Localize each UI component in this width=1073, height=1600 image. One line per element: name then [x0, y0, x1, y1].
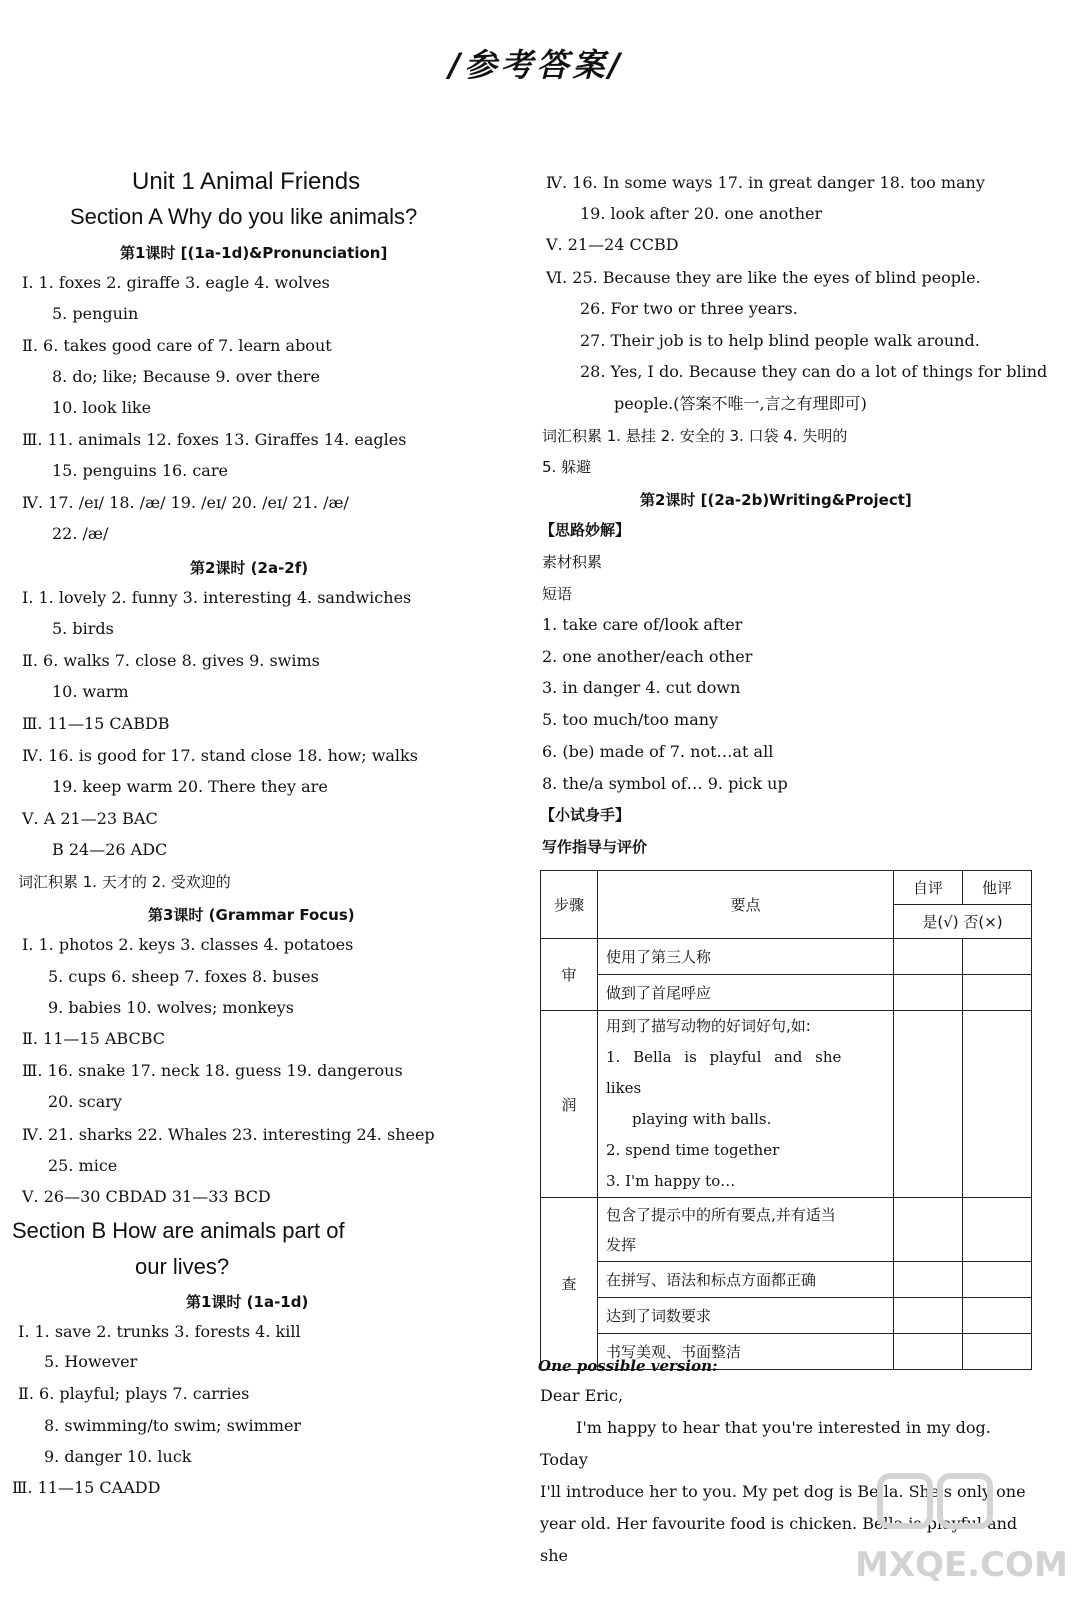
answer-line: Ⅳ. 17. /eɪ/ 18. /æ/ 19. /eɪ/ 20. /eɪ/ 21. /æ/ — [22, 493, 349, 512]
self-cell — [894, 1334, 963, 1370]
answer-line: 5. birds — [52, 619, 114, 638]
section-heading: 【思路妙解】 — [540, 521, 631, 539]
answer-line: Ⅲ. 11. animals 12. foxes 13. Giraffes 14. eagles — [22, 430, 407, 449]
subheading: 写作指导与评价 — [542, 838, 648, 856]
vocab-note: 词汇积累 1. 悬挂 2. 安全的 3. 口袋 4. 失明的 — [542, 427, 848, 445]
answer-line: 5. penguin — [52, 304, 139, 323]
self-cell — [894, 975, 963, 1011]
self-cell — [894, 939, 963, 975]
answer-line: 20. scary — [48, 1092, 122, 1111]
example-line: 3. I'm happy to… — [606, 1172, 736, 1190]
answer-line: Ⅱ. 11—15 ABCBC — [22, 1029, 165, 1048]
answer-line: Ⅳ. 16. In some ways 17. in great danger 18. too many — [546, 173, 985, 192]
answer-line: Ⅳ. 21. sharks 22. Whales 23. interesting 24. sheep — [22, 1125, 435, 1144]
answer-line: 5. cups 6. sheep 7. foxes 8. buses — [48, 967, 319, 986]
essay-line: I'll introduce her to you. My pet dog is Bella. She's only one — [540, 1482, 1026, 1501]
answer-line: 8. swimming/to swim; swimmer — [44, 1416, 302, 1435]
step-polish: 润 — [541, 1011, 598, 1198]
self-cell — [894, 1298, 963, 1334]
answer-line: B 24—26 ADC — [52, 840, 168, 859]
self-cell — [894, 1011, 963, 1198]
answer-line: Ⅱ. 6. playful; plays 7. carries — [18, 1384, 250, 1403]
header-yes-no: 是(√) 否(×) — [894, 905, 1032, 939]
answer-line: Ⅱ. 6. takes good care of 7. learn about — [22, 336, 332, 355]
answer-line: 9. danger 10. luck — [44, 1447, 192, 1466]
lesson-3-title: 第3课时 (Grammar Focus) — [148, 906, 355, 924]
answer-line: Ⅰ. 1. save 2. trunks 3. forests 4. kill — [18, 1322, 301, 1341]
example-line: playing with balls. — [632, 1110, 772, 1128]
phrase-line: 2. one another/each other — [542, 647, 753, 666]
answer-line: 19. look after 20. one another — [580, 204, 823, 223]
answer-line: 10. look like — [52, 398, 152, 417]
answer-line: Ⅰ. 1. foxes 2. giraffe 3. eagle 4. wolves — [22, 273, 330, 292]
answer-line: 26. For two or three years. — [580, 299, 798, 318]
section-b-title-cont: our lives? — [135, 1254, 230, 1279]
answer-line: Ⅴ. 21—24 CCBD — [546, 235, 679, 254]
answer-line: Ⅲ. 11—15 CAADD — [12, 1478, 161, 1497]
rubric-point: 做到了首尾呼应 — [598, 975, 894, 1011]
rubric-point: 在拼写、语法和标点方面都正确 — [598, 1262, 894, 1298]
vocab-note-cont: 5. 躲避 — [542, 458, 592, 476]
answer-line: people.(答案不唯一,言之有理即可) — [614, 394, 867, 413]
self-cell — [894, 1262, 963, 1298]
answer-line: 8. do; like; Because 9. over there — [52, 367, 320, 386]
svg-text:MXQE.COM: MXQE.COM — [855, 1545, 1068, 1585]
lesson-1-title: 第1课时 [(1a-1d)&Pronunciation] — [120, 244, 388, 262]
answer-line: 22. /æ/ — [52, 524, 109, 543]
answer-line: Ⅰ. 1. photos 2. keys 3. classes 4. potatoes — [22, 935, 354, 954]
step-review: 审 — [541, 939, 598, 1011]
answer-line: Ⅵ. 25. Because they are like the eyes of blind people. — [546, 268, 981, 287]
header-peer: 他评 — [963, 871, 1032, 905]
section-b-title: Section B How are animals part of — [12, 1218, 345, 1243]
section-a-title: Section A Why do you like animals? — [70, 204, 418, 229]
rubric-point-cell — [598, 1198, 894, 1262]
phrase-line: 5. too much/too many — [542, 710, 719, 729]
answer-line: 27. Their job is to help blind people walk around. — [580, 331, 980, 350]
peer-cell — [963, 975, 1032, 1011]
subheading: 短语 — [542, 585, 573, 603]
answer-line: 9. babies 10. wolves; monkeys — [48, 998, 294, 1017]
answer-line: 19. keep warm 20. There they are — [52, 777, 328, 796]
version-label: One possible version: — [538, 1357, 718, 1375]
rubric-point-examples — [598, 1011, 894, 1198]
answer-line: 5. However — [44, 1352, 138, 1371]
header-step: 步骤 — [541, 871, 598, 939]
example-line: 2. spend time together — [606, 1141, 780, 1159]
answer-line: Ⅲ. 11—15 CABDB — [22, 714, 170, 733]
answer-line: Ⅴ. 26—30 CBDAD 31—33 BCD — [22, 1187, 271, 1206]
phrase-line: 8. the/a symbol of… 9. pick up — [542, 774, 788, 793]
rubric-point: 使用了第三人称 — [598, 939, 894, 975]
vocab-note: 词汇积累 1. 天才的 2. 受欢迎的 — [18, 873, 231, 891]
example-line: 1. Bella is playful and she likes — [606, 1048, 842, 1097]
rubric-point: 包含了提示中的所有要点,并有适当 — [606, 1205, 836, 1224]
peer-cell — [963, 939, 1032, 975]
header-self: 自评 — [894, 871, 963, 905]
page-title: /参考答案/ — [448, 46, 625, 84]
essay-line: Dear Eric, — [540, 1386, 624, 1405]
rubric-point: 书写美观、书面整洁 — [598, 1334, 894, 1370]
rubric-point: 用到了描写动物的好词好句,如: — [606, 1017, 811, 1035]
answer-line: Ⅱ. 6. walks 7. close 8. gives 9. swims — [22, 651, 320, 670]
answer-line: Ⅲ. 16. snake 17. neck 18. guess 19. dangerous — [22, 1061, 403, 1080]
phrase-line: 1. take care of/look after — [542, 615, 743, 634]
lesson-2-writing-title: 第2课时 [(2a-2b)Writing&Project] — [640, 491, 912, 509]
section-heading: 【小试身手】 — [540, 806, 631, 824]
peer-cell — [963, 1011, 1032, 1198]
answer-line: Ⅰ. 1. lovely 2. funny 3. interesting 4. sandwiches — [22, 588, 412, 607]
answer-line: 15. penguins 16. care — [52, 461, 228, 480]
peer-cell — [963, 1198, 1032, 1262]
essay-line: I'm happy to hear that you're interested in my dog. Today — [540, 1418, 991, 1469]
watermark-logo — [840, 1468, 1068, 1588]
peer-cell — [963, 1298, 1032, 1334]
peer-cell — [963, 1262, 1032, 1298]
answer-line: 10. warm — [52, 682, 129, 701]
rubric-point-cont: 发挥 — [606, 1235, 637, 1254]
answer-line: 28. Yes, I do. Because they can do a lot of things for blind — [580, 362, 1048, 381]
phrase-line: 6. (be) made of 7. not…at all — [542, 742, 774, 761]
writing-rubric-table — [540, 870, 1032, 1370]
header-point: 要点 — [598, 871, 894, 939]
unit-title: Unit 1 Animal Friends — [132, 168, 361, 195]
answer-line: Ⅳ. 16. is good for 17. stand close 18. how; walks — [22, 746, 418, 765]
lesson-2-title: 第2课时 (2a-2f) — [190, 559, 309, 577]
step-check: 查 — [541, 1198, 598, 1370]
subheading: 素材积累 — [542, 553, 603, 571]
essay-line: year old. Her favourite food is chicken. Bella is playful and she — [540, 1514, 1018, 1565]
answer-line: Ⅴ. A 21—23 BAC — [22, 809, 158, 828]
answer-line: 25. mice — [48, 1156, 118, 1175]
self-cell — [894, 1198, 963, 1262]
phrase-line: 3. in danger 4. cut down — [542, 678, 741, 697]
peer-cell — [963, 1334, 1032, 1370]
lesson-b1-title: 第1课时 (1a-1d) — [186, 1293, 309, 1311]
watermark-icon — [840, 1468, 1068, 1588]
rubric-point: 达到了词数要求 — [598, 1298, 894, 1334]
